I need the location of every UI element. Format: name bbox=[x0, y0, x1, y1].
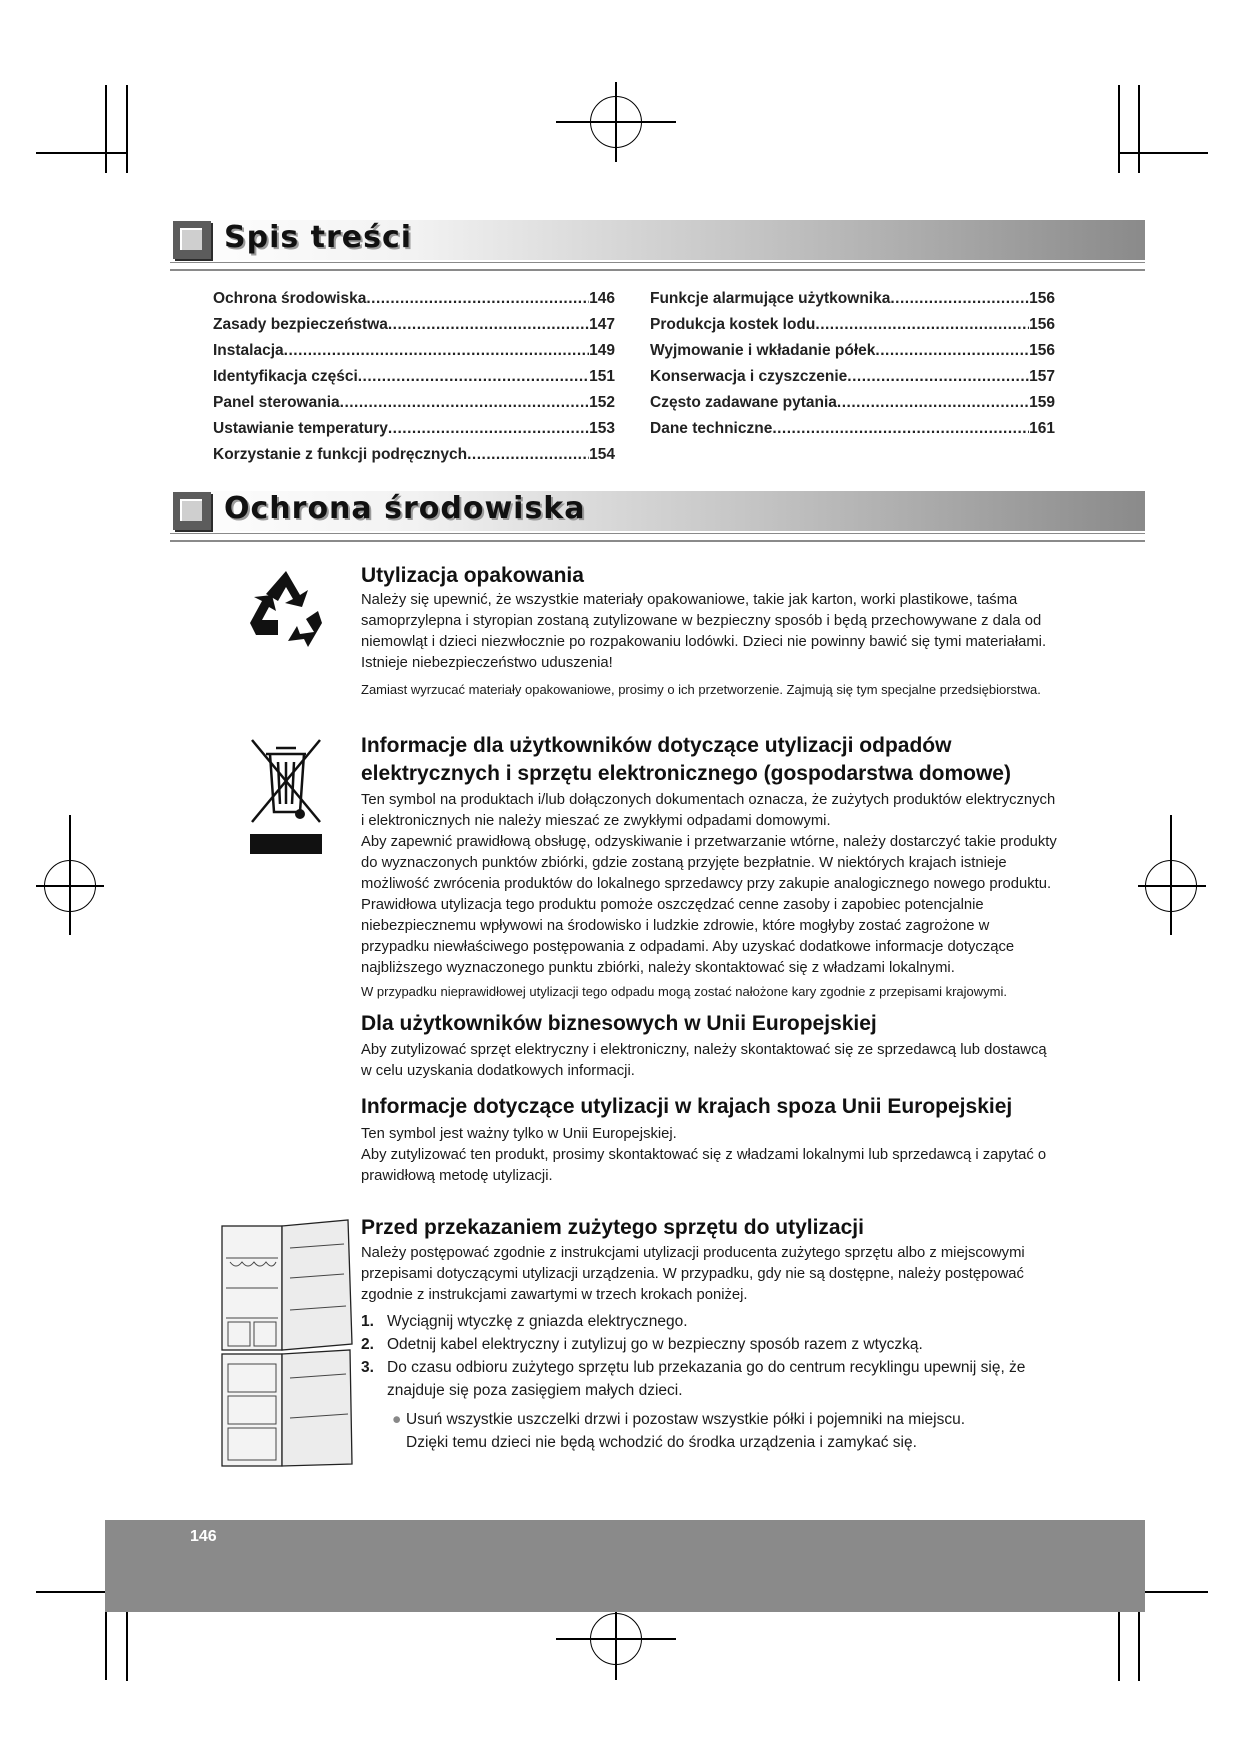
toc-entry[interactable] bbox=[213, 312, 615, 338]
square-bullet-icon bbox=[173, 221, 211, 259]
toc-leader-dots bbox=[388, 416, 589, 442]
weee-body: Ten symbol na produktach i/lub dołączonych dokumentach oznacza, że zużytych produktów elektrycznych i elektronicznych nie należy mieszać ze zwykłymi odpadami domowymi. bbox=[361, 792, 1056, 829]
recycle-icon bbox=[242, 565, 330, 649]
toc-leader-dots bbox=[875, 338, 1029, 364]
toc-leader-dots bbox=[847, 364, 1029, 390]
toc-leader-dots bbox=[772, 416, 1029, 442]
disposal-bullet bbox=[392, 1408, 992, 1454]
step-number: 2. bbox=[361, 1336, 374, 1353]
toc-entry[interactable] bbox=[213, 442, 615, 468]
toc-leader-dots bbox=[467, 442, 589, 468]
step-text: Do czasu odbioru zużytego sprzętu lub przekazania go do centrum recyklingu upewnij się, że znajduje się poza zasięgiem małych dzieci. bbox=[387, 1359, 1026, 1399]
business-heading: Dla użytkowników biznesowych w Unii Europejskiej bbox=[361, 1012, 877, 1035]
toc-entry[interactable] bbox=[650, 312, 1055, 338]
disposal-step bbox=[361, 1333, 1041, 1356]
toc-left-column bbox=[213, 286, 615, 468]
toc-entry[interactable] bbox=[650, 390, 1055, 416]
weee-body-2: Aby zapewnić prawidłową obsługę, odzyskiwanie i przetwarzanie wtórne, należy dostarczyć takie produkty do wyznaczonych punktów zbiórki, gdzie zostaną przyjęte bezpłatnie. W niektórych krajach istnieje możliwość zwrócenia produktów do lokalnego sprzedawcy przy zakupie analogicznego nowego produktu. Prawidłowa utylizacja tego produktu pomoże oszczędzać cenne zasoby i zapobiec potencjalnie niebezpiecznemu wpływowi na środowisko i ludzkie zdrowie, które mogłyby zostać zagrożone w przypadku niewłaściwego postępowania z odpadami. Aby uzyskać dodatkowe informacje dotyczące najbliższego wyznaczonego punktu zbiórki, należy skontaktować się z władzami lokalnymi. bbox=[361, 834, 1057, 976]
toc-entry-page: 152 bbox=[589, 394, 615, 411]
toc-entry-title: Produkcja kostek lodu bbox=[650, 316, 816, 333]
toc-entry-title: Zasady bezpieczeństwa bbox=[213, 316, 388, 333]
weee-note: W przypadku nieprawidłowej utylizacji tego odpadu mogą zostać nałożone kary zgodnie z przepisami krajowymi. bbox=[361, 984, 1007, 999]
bullet-text: Usuń wszystkie uszczelki drzwi i pozostaw wszystkie półki i pojemniki na miejscu. Dzięki temu dzieci nie będą wchodzić do środka urządzenia i zamykać się. bbox=[406, 1411, 966, 1451]
disposal-steps bbox=[361, 1310, 1041, 1402]
toc-entry-title: Ustawianie temperatury bbox=[213, 420, 388, 437]
toc-leader-dots bbox=[388, 312, 589, 338]
toc-entry-page: 156 bbox=[1029, 290, 1055, 307]
toc-entry-title: Instalacja bbox=[213, 342, 284, 359]
toc-entry-page: 147 bbox=[589, 316, 615, 333]
toc-entry-page: 153 bbox=[589, 420, 615, 437]
step-text: Wyciągnij wtyczkę z gniazda elektrycznego. bbox=[387, 1313, 688, 1330]
toc-entry[interactable] bbox=[213, 364, 615, 390]
toc-entry[interactable] bbox=[213, 338, 615, 364]
toc-entry-title: Identyfikacja części bbox=[213, 368, 358, 385]
toc-leader-dots bbox=[815, 312, 1029, 338]
packaging-note: Zamiast wyrzucać materiały opakowaniowe, prosimy o ich przetworzenie. Zajmują się tym specjalne przedsiębiorstwa. bbox=[361, 682, 1041, 697]
toc-entry[interactable] bbox=[650, 416, 1055, 442]
toc-entry-title: Konserwacja i czyszczenie bbox=[650, 368, 848, 385]
outside-eu-body-2: Aby zutylizować ten produkt, prosimy skontaktować się z władzami lokalnymi lub sprzedawcą i zapytać o prawidłową metodę utylizacji. bbox=[361, 1147, 1047, 1184]
toc-entry-title: Korzystanie z funkcji podręcznych bbox=[213, 446, 468, 463]
toc-entry-page: 154 bbox=[589, 446, 615, 463]
toc-entry-title: Wyjmowanie i wkładanie półek bbox=[650, 342, 876, 359]
toc-entry-title: Często zadawane pytania bbox=[650, 394, 837, 411]
toc-leader-dots bbox=[837, 390, 1029, 416]
toc-entry[interactable] bbox=[650, 338, 1055, 364]
packaging-heading: Utylizacja opakowania bbox=[361, 564, 584, 587]
outside-eu-heading: Informacje dotyczące utylizacji w krajach spoza Unii Europejskiej bbox=[361, 1095, 1013, 1118]
toc-entry[interactable] bbox=[213, 390, 615, 416]
square-bullet-icon bbox=[173, 492, 211, 530]
toc-leader-dots bbox=[358, 364, 589, 390]
page-number: 146 bbox=[190, 1528, 217, 1545]
toc-entry-title: Ochrona środowiska bbox=[213, 290, 367, 307]
toc-right-column bbox=[650, 286, 1055, 442]
toc-entry[interactable] bbox=[650, 364, 1055, 390]
packaging-body: Należy się upewnić, że wszystkie materiały opakowaniowe, takie jak karton, worki plastikowe, taśma samoprzylepna i styropian zostaną zutylizowane w bezpieczny sposób i będą przechowywane z dala od niemowląt i dzieci niezwłocznie po rozpakowaniu lodówki. Dzieci nie powinny bawić się tymi materiałami. Istnieje niebezpieczeństwo uduszenia! bbox=[361, 592, 1047, 671]
bullet-dot-icon: ● bbox=[392, 1411, 402, 1428]
toc-header-rule bbox=[170, 262, 1145, 271]
step-number: 1. bbox=[361, 1313, 374, 1330]
footer-bar bbox=[105, 1520, 1145, 1612]
business-body: Aby zutylizować sprzęt elektryczny i elektroniczny, należy skontaktować się ze sprzedawcą lub dostawcą w celu uzyskania dodatkowych informacji. bbox=[361, 1042, 1047, 1079]
toc-entry-page: 161 bbox=[1029, 420, 1055, 437]
toc-entry[interactable] bbox=[650, 286, 1055, 312]
toc-entry[interactable] bbox=[213, 286, 615, 312]
disposal-step bbox=[361, 1310, 1041, 1333]
crossed-bin-icon bbox=[248, 736, 324, 856]
toc-title: Spis treści bbox=[224, 220, 413, 255]
before-heading: Przed przekazaniem zużytego sprzętu do utylizacji bbox=[361, 1216, 864, 1239]
toc-leader-dots bbox=[284, 338, 589, 364]
disposal-step bbox=[361, 1356, 1041, 1402]
toc-entry-page: 156 bbox=[1029, 342, 1055, 359]
toc-entry-page: 146 bbox=[589, 290, 615, 307]
fridge-illustration bbox=[218, 1218, 356, 1468]
outside-eu-body: Ten symbol jest ważny tylko w Unii Europejskiej. bbox=[361, 1126, 677, 1142]
env-header-rule bbox=[170, 533, 1145, 542]
weee-heading: Informacje dla użytkowników dotyczące utylizacji odpadów elektrycznych i sprzętu elektronicznego (gospodarstwa domowe) bbox=[361, 734, 1011, 785]
before-body: Należy postępować zgodnie z instrukcjami utylizacji producenta zużytego sprzętu albo z miejscowymi przepisami dotyczącymi utylizacji urządzenia. W przypadku, gdy nie są dostępne, należy postępować zgodnie z instrukcjami zawartymi w trzech krokach poniżej. bbox=[361, 1245, 1025, 1303]
toc-entry-title: Panel sterowania bbox=[213, 394, 340, 411]
step-number: 3. bbox=[361, 1359, 374, 1376]
toc-entry[interactable] bbox=[213, 416, 615, 442]
toc-entry-page: 159 bbox=[1029, 394, 1055, 411]
toc-entry-page: 157 bbox=[1029, 368, 1055, 385]
toc-entry-page: 151 bbox=[589, 368, 615, 385]
toc-leader-dots bbox=[890, 286, 1029, 312]
toc-entry-title: Dane techniczne bbox=[650, 420, 773, 437]
toc-leader-dots bbox=[366, 286, 589, 312]
toc-entry-page: 149 bbox=[589, 342, 615, 359]
toc-entry-title: Funkcje alarmujące użytkownika bbox=[650, 290, 891, 307]
step-text: Odetnij kabel elektryczny i zutylizuj go w bezpieczny sposób razem z wtyczką. bbox=[387, 1336, 923, 1353]
toc-leader-dots bbox=[340, 390, 589, 416]
toc-entry-page: 156 bbox=[1029, 316, 1055, 333]
env-title: Ochrona środowiska bbox=[224, 491, 586, 526]
